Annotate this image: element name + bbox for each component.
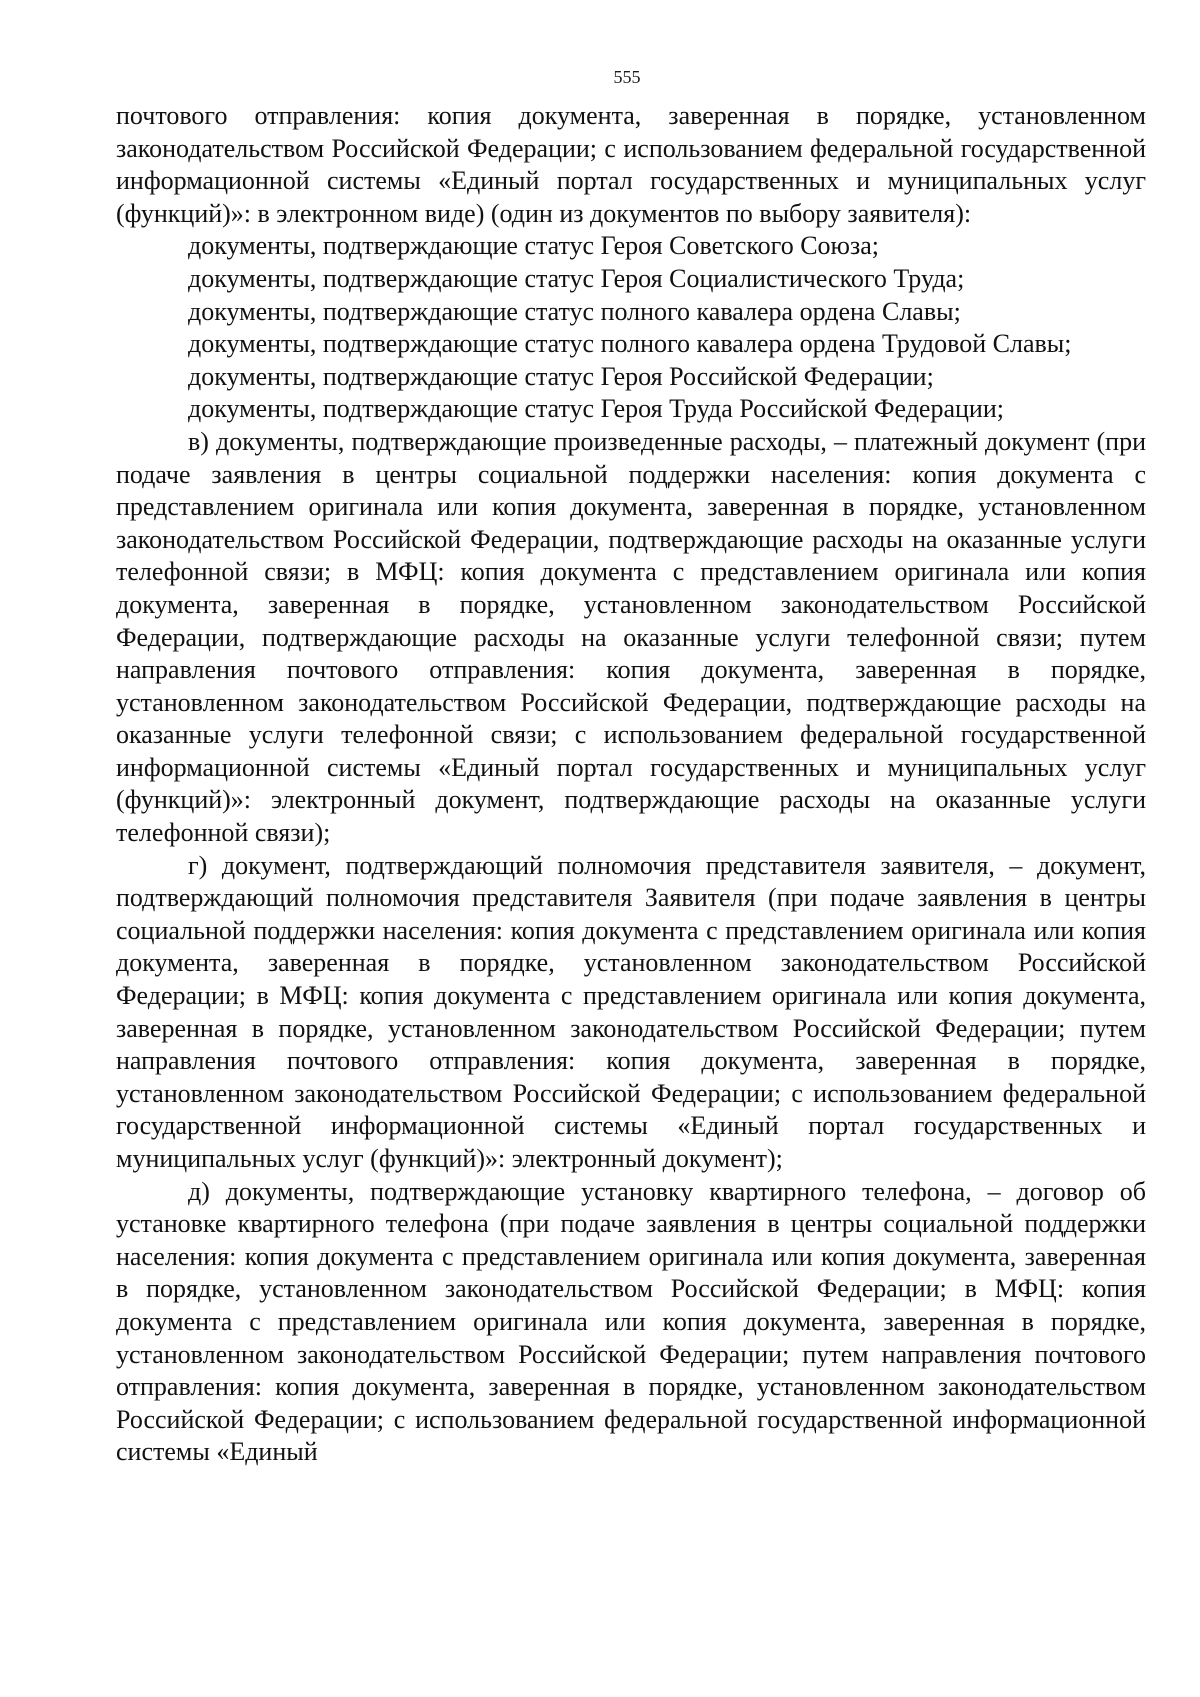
list-item-hero-of-labor: документы, подтверждающие статус Героя Труда Российской Федерации; — [188, 394, 1004, 424]
paragraph-v-expenses: в) документы, подтверждающие произведенные расходы, – платежный документ (при подаче заявления в центры социальной поддержки населения: копия документа с представлением оригинала или копия документа, заверенная в порядке, установленном законодательством Российской Федерации, подтверждающие расходы на оказанные услуги телефонной связи; в МФЦ: копия документа с представлением оригинала или копия документа, заверенная в порядке, установленном законодательством Российской Федерации, подтверждающие расходы на оказанные услуги телефонной связи; путем направления почтового отправления: копия документа, заверенная в порядке, установленном законодательством Российской Федерации, подтверждающие расходы на оказанные услуги телефонной связи; с использованием федеральной государственной информационной системы «Единый портал государственных и муниципальных услуг (функций)»: электронный документ, подтверждающие расходы на оказанные услуги телефонной связи); — [116, 426, 1146, 848]
paragraph-d-phone-installation: д) документы, подтверждающие установку квартирного телефона, – договор об установке квартирного телефона (при подаче заявления в центры социальной поддержки населения: копия документа с представлением оригинала или копия документа, заверенная в порядке, установленном законодательством Российской Федерации; в МФЦ: копия документа с представлением оригинала или копия документа, заверенная в порядке, установленном законодательством Российской Федерации; путем направления почтового отправления: копия документа, заверенная в порядке, установленном законодательством Российской Федерации; с использованием федеральной государственной информационной системы «Единый — [116, 1176, 1146, 1467]
list-item-order-of-labor-glory: документы, подтверждающие статус полного кавалера ордена Трудовой Славы; — [188, 329, 1072, 359]
paragraph-g-representative: г) документ, подтверждающий полномочия представителя заявителя, – документ, подтверждающий полномочия представителя Заявителя (при подаче заявления в центры социальной поддержки населения: копия документа с представлением оригинала или копия документа, заверенная в порядке, установленном законодательством Российской Федерации; в МФЦ: копия документа с представлением оригинала или копия документа, заверенная в порядке, установленном законодательством Российской Федерации; путем направления почтового отправления: копия документа, заверенная в порядке, установленном законодательством Российской Федерации; с использованием федеральной государственной информационной системы «Единый портал государственных и муниципальных услуг (функций)»: электронный документ); — [116, 850, 1146, 1173]
paragraph-continuation: почтового отправления: копия документа, заверенная в порядке, установленном законодательством Российской Федерации; с использованием федеральной государственной информационной системы «Единый портал государственных и муниципальных услуг (функций)»: в электронном виде) (один из документов по выбору заявителя): — [116, 101, 1146, 228]
list-item-hero-socialist-labor: документы, подтверждающие статус Героя Социалистического Труда; — [188, 263, 965, 293]
document-body — [116, 100, 1146, 1469]
list-item-order-of-glory: документы, подтверждающие статус полного кавалера ордена Славы; — [188, 296, 961, 326]
list-item-hero-soviet-union: документы, подтверждающие статус Героя Советского Союза; — [188, 231, 879, 261]
list-item-hero-russian-federation: документы, подтверждающие статус Героя Российской Федерации; — [188, 361, 934, 391]
page-number: 555 — [613, 67, 641, 87]
